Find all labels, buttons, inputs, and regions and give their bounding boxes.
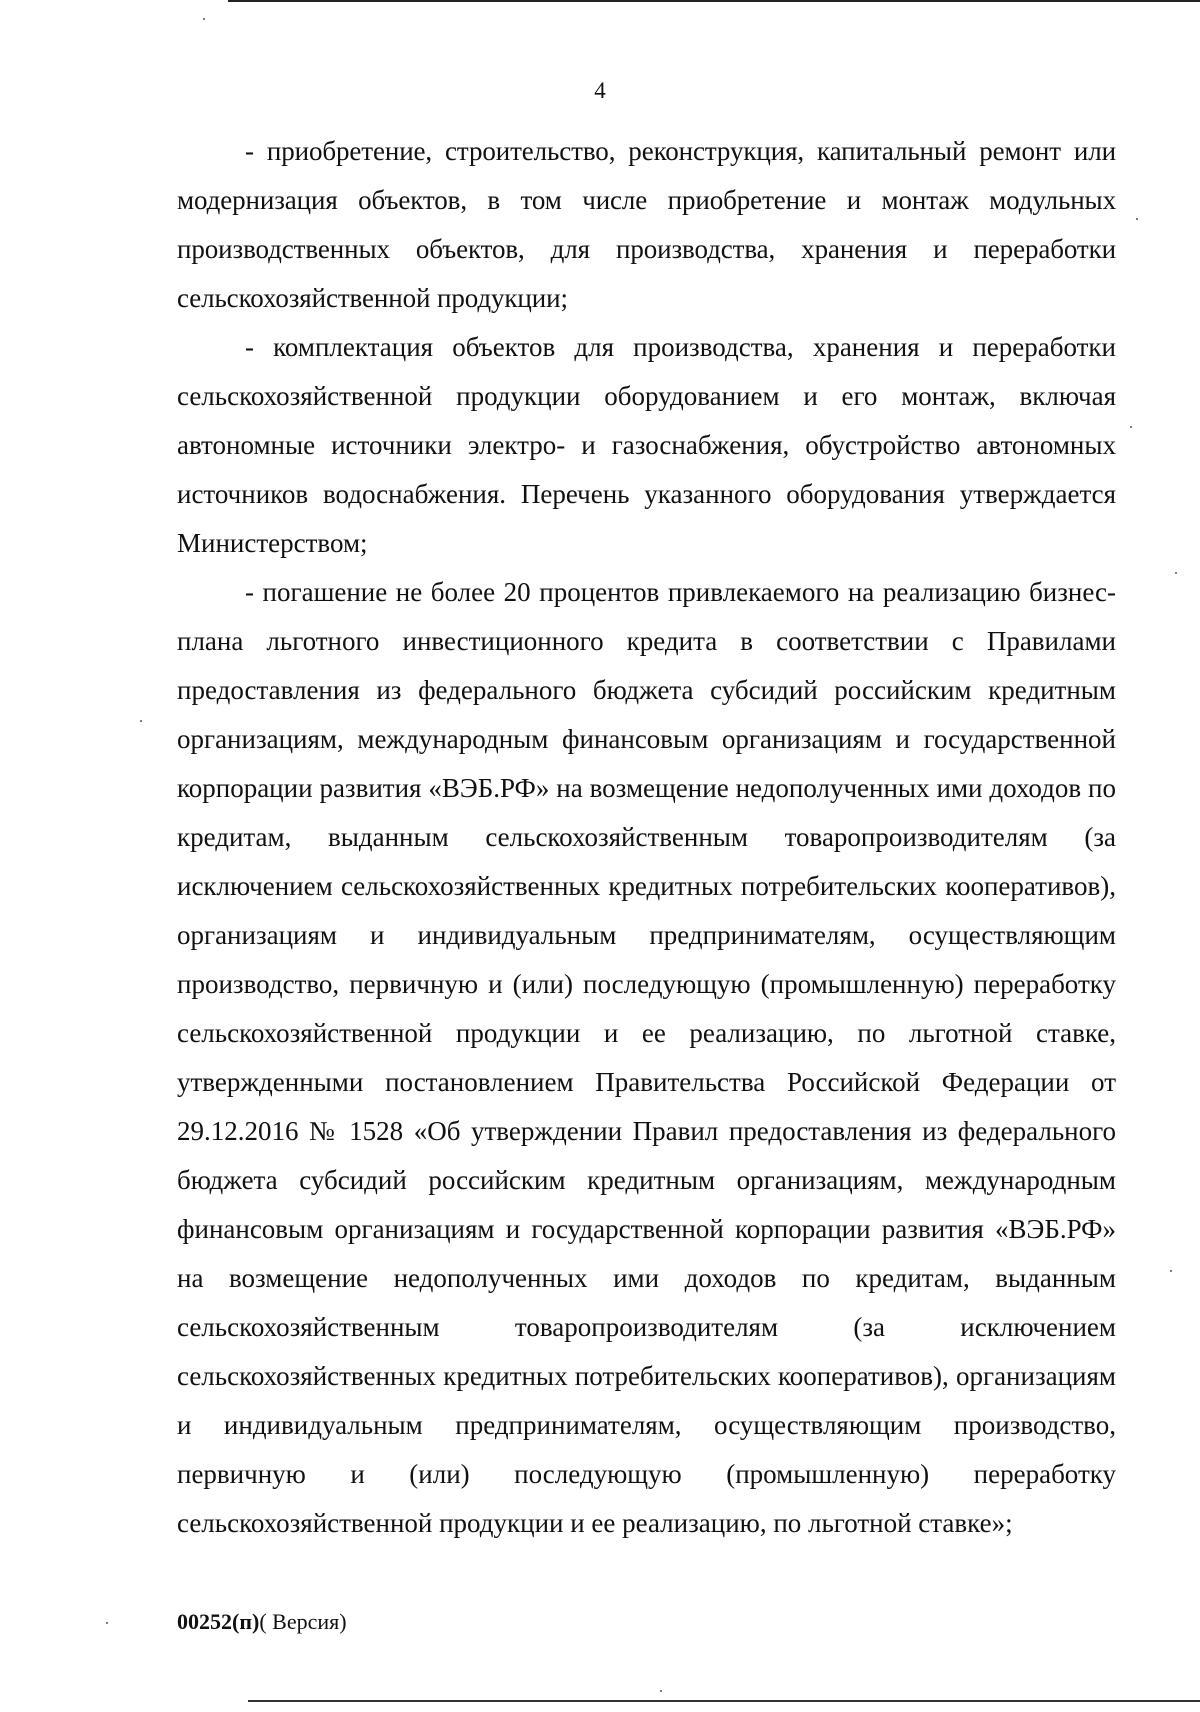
scan-speck (203, 18, 205, 20)
scan-speck (1130, 426, 1132, 428)
page-bottom-edge (248, 1700, 1200, 1702)
paragraph-acquisition-construction: - приобретение, строительство, реконструкция, капитальный ремонт или модернизация объектов, в том числе приобретение и монтаж модульных производственных объектов, для производства, хранения и переработки сельскохозяйственной продукции; (177, 136, 1116, 313)
page-number: 4 (594, 78, 606, 103)
page-top-edge (228, 0, 1200, 2)
paragraph-equipment-completion: - комплектация объектов для производства, хранения и переработки сельскохозяйственной продукции оборудованием и его монтаж, включая автономные источники электро- и газоснабжения, обустройство автономных источников водоснабжения. Перечень указанного оборудования утверждается Министерством; (177, 332, 1116, 558)
document-body (177, 127, 1116, 1548)
scan-speck (660, 1690, 662, 1692)
scan-speck (140, 720, 142, 722)
scan-speck (106, 1622, 108, 1624)
scan-speck (1170, 1270, 1172, 1272)
document-footer (177, 1608, 347, 1636)
scan-speck (1175, 572, 1177, 574)
document-code: 00252(п) (177, 1609, 260, 1634)
scan-speck (1136, 218, 1138, 220)
paragraph-loan-repayment: - погашение не более 20 процентов привлекаемого на реализацию бизнес-плана льготного инвестиционного кредита в соответствии с Правилами предоставления из федерального бюджета субсидий российским кредитным организациям, международным финансовым организациям и государственной корпорации развития «ВЭБ.РФ» на возмещение недополученных ими доходов по кредитам, выданным сельскохозяйственным товаропроизводителям (за исключением сельскохозяйственных кредитных потребительских кооперативов), организациям и индивидуальным предпринимателям, осуществляющим производство, первичную и (или) последующую (промышленную) переработку сельскохозяйственной продукции и ее реализацию, по льготной ставке, утвержденными постановлением Правительства Российской Федерации от 29.12.2016 № 1528 «Об утверждении Правил предоставления из федерального бюджета субсидий российским кредитным организациям, международным финансовым организациям и государственной корпорации развития «ВЭБ.РФ» на возмещение недополученных ими доходов по кредитам, выданным сельскохозяйственным товаропроизводителям (за исключением сельскохозяйственных кредитных потребительских кооперативов), организациям и индивидуальным предпринимателям, осуществляющим производство, первичную и (или) последующую (промышленную) переработку сельскохозяйственной продукции и ее реализацию, по льготной ставке»; (177, 577, 1116, 1538)
document-version: ( Версия) (259, 1609, 347, 1634)
